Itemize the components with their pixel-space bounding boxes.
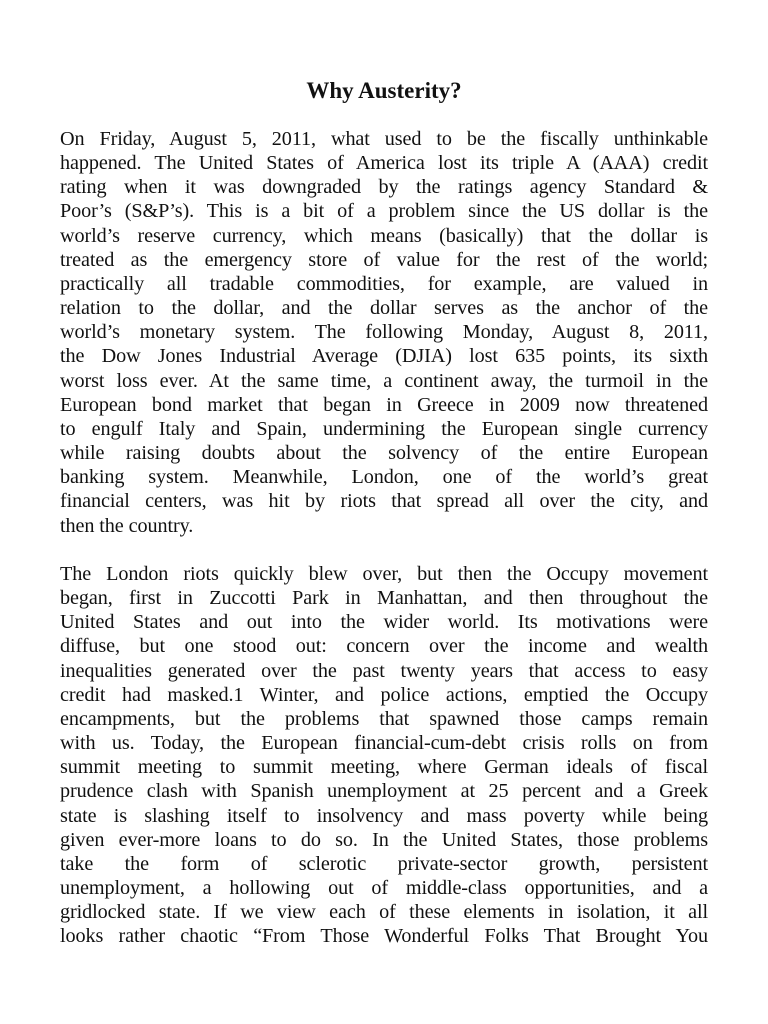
text-line: to engulf Italy and Spain, undermining the European single currency	[60, 417, 708, 440]
text-line: unemployment, a hollowing out of middle-class opportunities, and a	[60, 877, 708, 900]
text-line: Poor’s (S&P’s). This is a bit of a problem since the US dollar is the	[60, 200, 708, 223]
text-line: gridlocked state. If we view each of these elements in isolation, it all	[60, 901, 708, 924]
text-line: world’s reserve currency, which means (basically) that the dollar is	[60, 224, 708, 247]
text-line: then the country.	[60, 514, 194, 537]
text-line: The London riots quickly blew over, but then the Occupy movement	[60, 563, 708, 585]
paragraph-1	[60, 127, 708, 538]
text-line: treated as the emergency store of value for the rest of the world;	[60, 248, 708, 271]
text-line: European bond market that began in Greece in 2009 now threatened	[60, 393, 708, 416]
text-line: financial centers, was hit by riots that spread all over the city, and	[60, 490, 708, 513]
document-title: Why Austerity?	[306, 78, 462, 103]
text-line: began, first in Zuccotti Park in Manhattan, and then throughout the	[60, 587, 708, 610]
paragraph-2	[60, 562, 708, 949]
text-line: with us. Today, the European financial-cum-debt crisis rolls on from	[60, 732, 708, 755]
text-line: practically all tradable commodities, for example, are valued in	[60, 272, 708, 295]
text-line: happened. The United States of America lost its triple A (AAA) credit	[60, 152, 708, 175]
text-line: state is slashing itself to insolvency and mass poverty while being	[60, 804, 708, 827]
text-line: banking system. Meanwhile, London, one of the world’s great	[60, 466, 708, 489]
text-line: inequalities generated over the past twenty years that access to easy	[60, 659, 708, 682]
text-line: world’s monetary system. The following Monday, August 8, 2011,	[60, 321, 708, 344]
text-line: relation to the dollar, and the dollar serves as the anchor of the	[60, 297, 708, 320]
text-line: looks rather chaotic “From Those Wonderful Folks That Brought You	[60, 925, 708, 948]
text-line: summit meeting to summit meeting, where German ideals of fiscal	[60, 756, 708, 779]
text-line: take the form of sclerotic private-sector growth, persistent	[60, 852, 708, 875]
text-line: the Dow Jones Industrial Average (DJIA) lost 635 points, its sixth	[60, 345, 708, 368]
text-line: worst loss ever. At the same time, a continent away, the turmoil in the	[60, 369, 708, 392]
text-line: rating when it was downgraded by the ratings agency Standard &	[60, 176, 708, 199]
text-line: diffuse, but one stood out: concern over the income and wealth	[60, 635, 708, 658]
text-line: given ever-more loans to do so. In the United States, those problems	[60, 828, 708, 851]
text-line: On Friday, August 5, 2011, what used to be the fiscally unthinkable	[60, 128, 708, 150]
text-line: credit had masked.1 Winter, and police actions, emptied the Occupy	[60, 683, 708, 706]
text-line: encampments, but the problems that spawned those camps remain	[60, 707, 708, 730]
text-line: prudence clash with Spanish unemployment at 25 percent and a Greek	[60, 780, 708, 803]
text-line: United States and out into the wider world. Its motivations were	[60, 611, 708, 634]
text-line: while raising doubts about the solvency of the entire European	[60, 442, 708, 465]
